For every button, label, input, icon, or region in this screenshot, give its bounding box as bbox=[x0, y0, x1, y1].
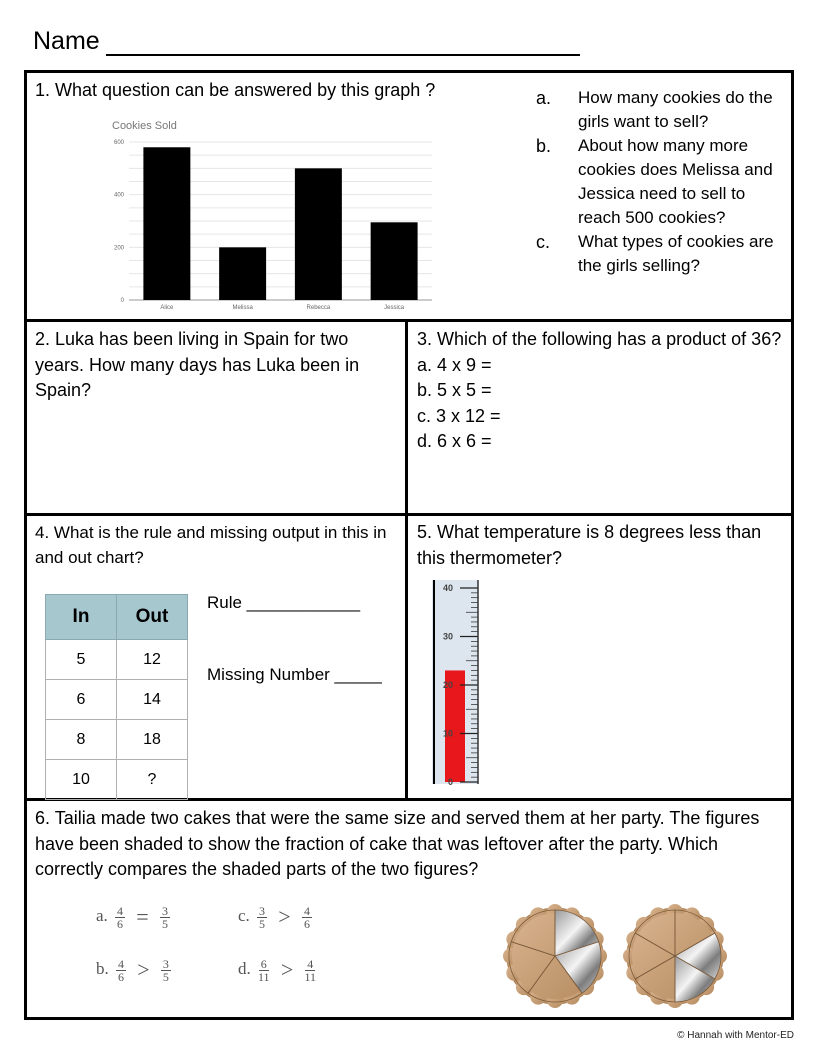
name-line[interactable] bbox=[106, 54, 580, 56]
numerator: 3 bbox=[161, 903, 168, 918]
denominator: 6 bbox=[118, 969, 124, 984]
scale-label: 40 bbox=[442, 583, 453, 593]
cookies-bar-chart bbox=[104, 114, 440, 314]
numerator: 4 bbox=[117, 903, 124, 918]
numerator: 4 bbox=[303, 903, 310, 918]
in-out-table bbox=[45, 594, 188, 800]
q6-option-c[interactable] bbox=[238, 904, 315, 930]
scale-label: 10 bbox=[442, 728, 453, 739]
y-tick-label: 0 bbox=[120, 298, 124, 304]
thermometer bbox=[428, 578, 488, 788]
option-label: d. bbox=[238, 958, 251, 978]
choice-letter: b. bbox=[536, 136, 552, 156]
numerator: 3 bbox=[259, 903, 266, 918]
y-tick-label: 600 bbox=[113, 140, 124, 146]
table-cell: 8 bbox=[46, 720, 117, 760]
q1-choice-c[interactable] bbox=[536, 230, 781, 278]
option-label: c. bbox=[238, 905, 250, 925]
table-header-out: Out bbox=[117, 595, 188, 640]
name-label: Name bbox=[33, 27, 100, 55]
fraction bbox=[302, 905, 312, 930]
fraction bbox=[258, 958, 270, 983]
x-tick-label: Melissa bbox=[232, 305, 253, 311]
divider bbox=[24, 513, 794, 516]
q2-question: 2. Luka has been living in Spain for two years. How many days has Luka been in Spain? bbox=[35, 329, 360, 400]
rule-answer-field[interactable]: Rule ____________ bbox=[207, 593, 361, 612]
x-tick-label: Alice bbox=[160, 305, 174, 311]
y-tick-label: 400 bbox=[113, 192, 124, 199]
numerator: 4 bbox=[118, 956, 124, 971]
scale-label: 30 bbox=[442, 631, 453, 642]
chart-title: Cookies Sold bbox=[112, 120, 177, 132]
fraction bbox=[116, 958, 126, 983]
q1-choice-a[interactable] bbox=[536, 86, 781, 134]
fraction bbox=[160, 905, 170, 930]
bar bbox=[143, 147, 190, 300]
option-label: a. bbox=[96, 905, 108, 925]
cake-figure-1 bbox=[503, 904, 607, 1008]
choice-letter: c. bbox=[536, 232, 551, 252]
fraction bbox=[257, 905, 267, 930]
q3-block bbox=[417, 327, 787, 455]
table-row bbox=[46, 640, 188, 680]
table-cell: 6 bbox=[46, 680, 117, 720]
chart-bars bbox=[143, 147, 417, 300]
scale-label: 20 bbox=[442, 680, 453, 690]
table-cell: 18 bbox=[117, 720, 188, 760]
denominator: 5 bbox=[162, 969, 169, 984]
credit: © Hannah with Mentor-ED bbox=[677, 1030, 794, 1041]
x-tick-label: Rebecca bbox=[306, 305, 331, 311]
cake-figure-2 bbox=[623, 904, 727, 1008]
cake-figures bbox=[500, 902, 740, 1008]
q3-question: 3. Which of the following has a product of 36? bbox=[417, 329, 782, 349]
x-tick-label: Jessica bbox=[384, 305, 405, 311]
option-label: b. bbox=[96, 958, 109, 978]
q1-question: 1. What question can be answered by this graph ? bbox=[35, 80, 436, 100]
q5-question: 5. What temperature is 8 degrees less than this thermometer? bbox=[417, 522, 762, 568]
table-cell: 14 bbox=[117, 680, 188, 720]
numerator: 3 bbox=[162, 956, 169, 971]
denominator: 5 bbox=[259, 916, 266, 931]
denominator: 11 bbox=[304, 969, 317, 984]
q3-choice-c[interactable]: c. 3 x 12 = bbox=[417, 405, 501, 426]
q4-question: 4. What is the rule and missing output in this in and out chart? bbox=[35, 523, 387, 567]
fraction bbox=[161, 958, 171, 983]
q1-choices bbox=[536, 86, 781, 278]
q6-option-d[interactable] bbox=[238, 957, 319, 983]
q3-choice-d[interactable]: d. 6 x 6 = bbox=[417, 431, 492, 451]
bar bbox=[371, 222, 418, 300]
table-row bbox=[46, 760, 188, 800]
table-cell: 10 bbox=[46, 760, 117, 800]
choice-text: What types of cookies are the girls selling? bbox=[578, 232, 774, 275]
choice-text: About how many more cookies does Melissa and Jessica need to sell to reach 500 cookies? bbox=[578, 136, 773, 227]
choice-letter: a. bbox=[536, 88, 552, 108]
bar bbox=[295, 168, 342, 300]
table-cell: 5 bbox=[46, 640, 117, 680]
chart-y-tick-labels bbox=[114, 140, 125, 304]
table-cell: 12 bbox=[117, 640, 188, 680]
choice-text: How many cookies do the girls want to sell? bbox=[578, 88, 773, 131]
q6-option-a[interactable] bbox=[96, 904, 173, 930]
q6-question: 6. Tailia made two cakes that were the same size and served them at her party. The figures have been shaded to show the fraction of cake that was leftover after the party. Which correctly compares the shaded parts of the two figures? bbox=[35, 808, 760, 879]
divider bbox=[24, 319, 794, 322]
missing-number-field[interactable]: Missing Number _____ bbox=[207, 665, 382, 684]
operator: > bbox=[280, 957, 294, 982]
denominator: 5 bbox=[161, 916, 168, 931]
y-tick-label: 200 bbox=[113, 245, 124, 252]
numerator: 6 bbox=[260, 956, 267, 971]
scale-label: 0 bbox=[447, 777, 453, 787]
q3-choice-b[interactable]: b. 5 x 5 = bbox=[417, 380, 492, 400]
q1-choice-b[interactable] bbox=[536, 134, 781, 230]
table-row bbox=[46, 720, 188, 760]
q6-option-b[interactable] bbox=[96, 957, 174, 983]
fraction bbox=[304, 958, 316, 983]
fraction bbox=[115, 905, 125, 930]
denominator: 11 bbox=[258, 969, 270, 984]
q3-choice-a[interactable]: a. 4 x 9 = bbox=[417, 354, 492, 375]
divider bbox=[405, 319, 408, 801]
table-cell[interactable]: ? bbox=[117, 760, 188, 800]
denominator: 6 bbox=[303, 916, 310, 931]
bar bbox=[219, 247, 266, 300]
table-row bbox=[46, 680, 188, 720]
chart-x-tick-labels bbox=[160, 305, 404, 311]
operator: = bbox=[136, 904, 149, 929]
denominator: 6 bbox=[117, 916, 124, 931]
numerator: 4 bbox=[307, 956, 314, 971]
table-header-in: In bbox=[46, 595, 117, 640]
operator: > bbox=[278, 904, 291, 929]
operator: > bbox=[137, 957, 150, 982]
